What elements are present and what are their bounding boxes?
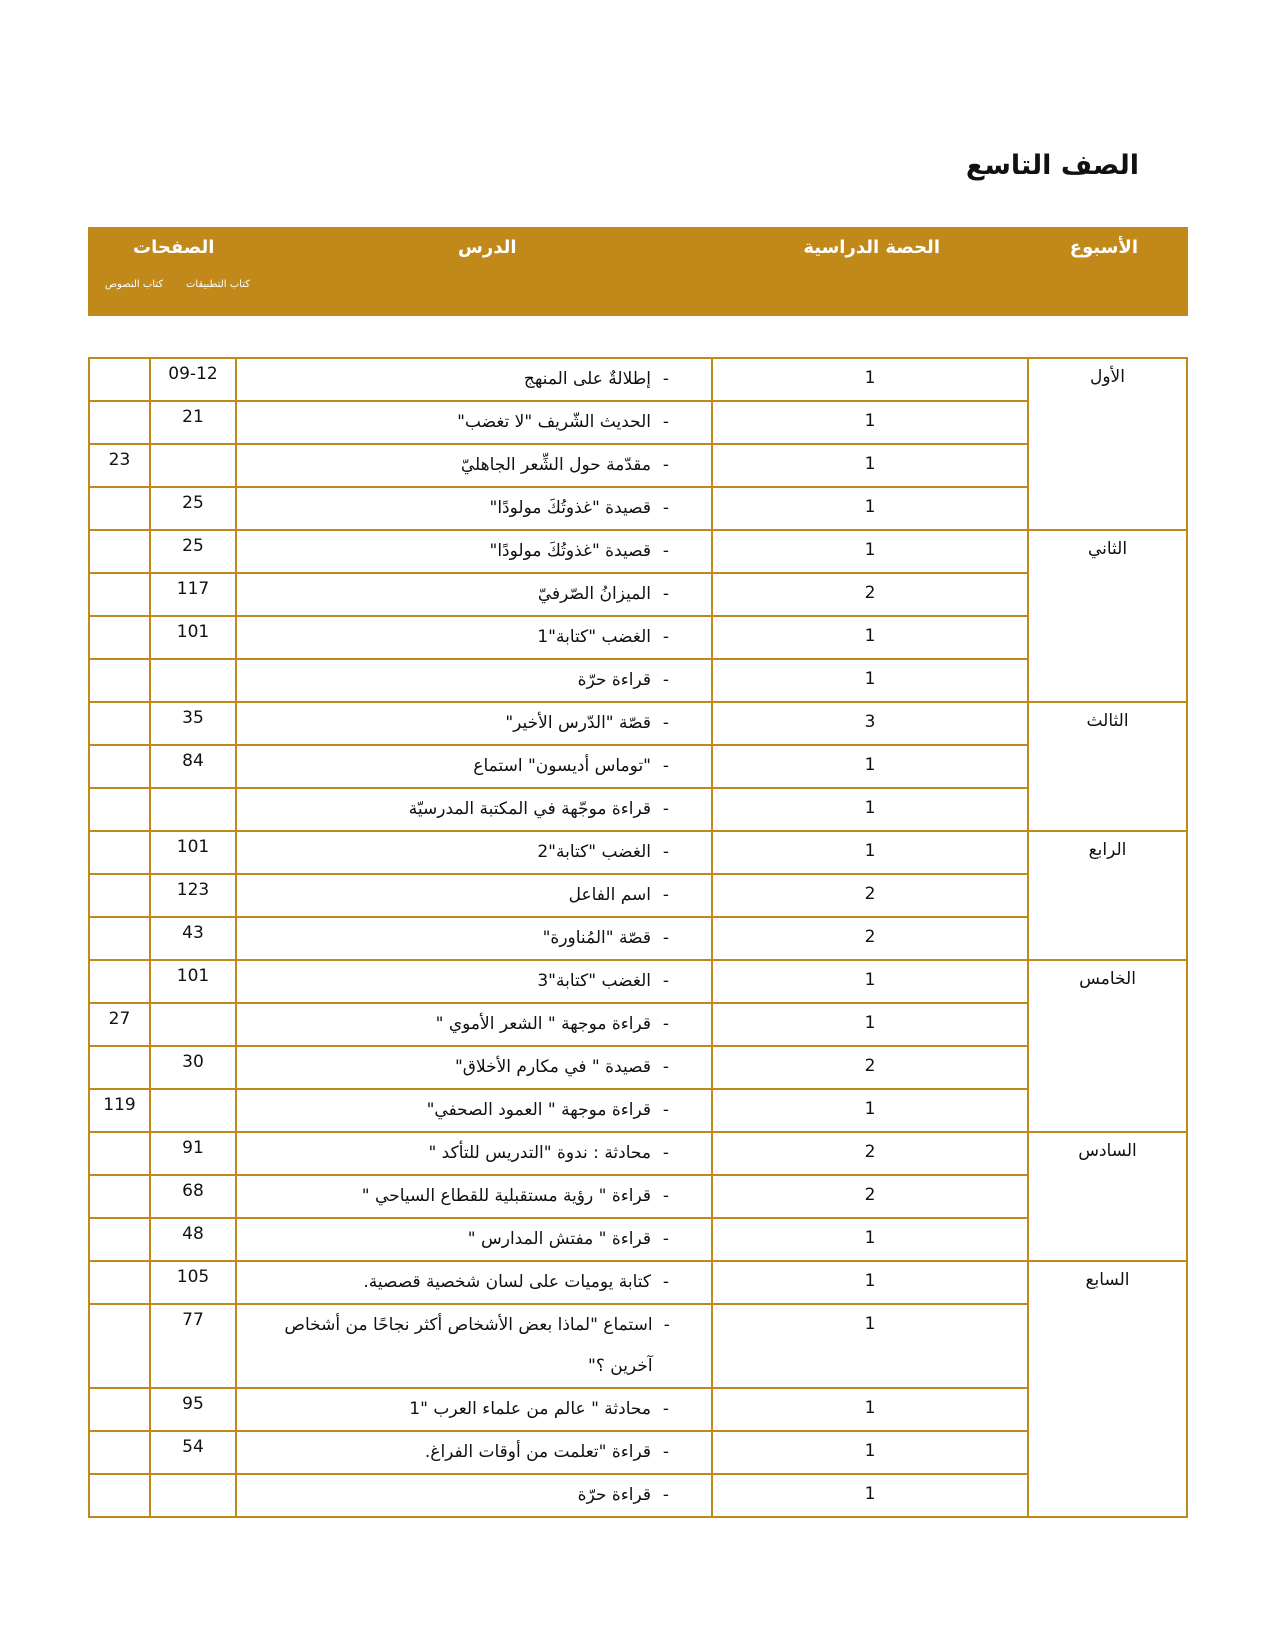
text-book-pages — [89, 917, 150, 960]
lesson-cell — [236, 530, 712, 573]
text-book-pages — [89, 1046, 150, 1089]
text-book-pages — [89, 831, 150, 874]
session-count: 2 — [712, 917, 1028, 960]
table-row — [89, 1089, 1187, 1132]
lesson-title: الحديث الشّريف "لا تغضب" — [457, 412, 651, 432]
table-row — [89, 1304, 1187, 1388]
session-count: 1 — [712, 1089, 1028, 1132]
lesson-title: قراءة موجّهة في المكتبة المدرسيّة — [408, 799, 651, 819]
text-book-pages — [89, 616, 150, 659]
session-count: 2 — [712, 573, 1028, 616]
table-row — [89, 1261, 1187, 1304]
lesson-cell — [236, 1218, 712, 1261]
text-book-pages — [89, 1218, 150, 1261]
app-book-pages: 68 — [150, 1175, 236, 1218]
text-book-pages — [89, 530, 150, 573]
lesson-title: قصّة "المُناورة" — [542, 928, 651, 948]
text-book-pages — [89, 1388, 150, 1431]
table-row — [89, 960, 1187, 1003]
app-book-pages: 95 — [150, 1388, 236, 1431]
table-row — [89, 487, 1187, 530]
app-book-pages: 105 — [150, 1261, 236, 1304]
session-count: 2 — [712, 1175, 1028, 1218]
session-count: 2 — [712, 1046, 1028, 1089]
session-count: 1 — [712, 745, 1028, 788]
text-book-pages — [89, 1261, 150, 1304]
bullet-dash: - — [662, 498, 670, 518]
lesson-cell — [236, 745, 712, 788]
bullet-dash: - — [662, 713, 670, 733]
header-lesson: الدرس — [458, 237, 517, 258]
lesson-title: قراءة " رؤية مستقبلية للقطاع السياحي " — [361, 1186, 651, 1206]
lesson-cell — [236, 702, 712, 745]
app-book-pages — [150, 1089, 236, 1132]
bullet-dash: - — [662, 412, 670, 432]
lesson-title: قراءة حرّة — [577, 1485, 651, 1505]
header-pages: الصفحات — [133, 237, 215, 258]
session-count: 2 — [712, 1132, 1028, 1175]
lesson-title: قصيدة "غذوتُكَ مولودًا" — [489, 541, 651, 561]
week-label: الثالث — [1028, 702, 1187, 831]
bullet-dash: - — [662, 1143, 670, 1163]
app-book-pages: 54 — [150, 1431, 236, 1474]
bullet-dash: - — [662, 1272, 670, 1292]
app-book-pages: 123 — [150, 874, 236, 917]
lesson-title: اسم الفاعل — [568, 885, 651, 905]
app-book-pages: 77 — [150, 1304, 236, 1388]
app-book-pages: 117 — [150, 573, 236, 616]
session-count: 1 — [712, 831, 1028, 874]
text-book-pages — [89, 874, 150, 917]
text-book-pages — [89, 702, 150, 745]
bullet-dash: - — [662, 1442, 670, 1462]
week-label: السابع — [1028, 1261, 1187, 1517]
lesson-cell — [236, 788, 712, 831]
lesson-title: استماع "لماذا بعض الأشخاص أكثر نجاحًا من أشخاص آخرين ؟" — [284, 1315, 653, 1376]
lesson-cell — [236, 659, 712, 702]
lesson-cell — [236, 1089, 712, 1132]
lesson-cell — [236, 1304, 712, 1388]
bullet-dash: - — [662, 1014, 670, 1034]
table-row — [89, 1003, 1187, 1046]
lesson-cell — [236, 1046, 712, 1089]
text-book-pages — [89, 1175, 150, 1218]
lesson-cell — [236, 573, 712, 616]
lesson-title: مقدّمة حول الشِّعر الجاهليّ — [460, 455, 651, 475]
bullet-dash: - — [662, 670, 670, 690]
text-book-pages — [89, 1474, 150, 1517]
bullet-dash: - — [662, 928, 670, 948]
table-row — [89, 917, 1187, 960]
session-count: 1 — [712, 960, 1028, 1003]
bullet-dash: - — [662, 1485, 670, 1505]
table-row — [89, 616, 1187, 659]
table-row — [89, 401, 1187, 444]
lesson-cell — [236, 874, 712, 917]
session-count: 1 — [712, 1261, 1028, 1304]
lesson-title: محادثة : ندوة "التدريس للتأكد " — [428, 1143, 651, 1163]
app-book-pages: 84 — [150, 745, 236, 788]
bullet-dash: - — [662, 541, 670, 561]
week-label: الأول — [1028, 358, 1187, 530]
session-count: 1 — [712, 444, 1028, 487]
text-book-pages — [89, 573, 150, 616]
table-header — [88, 227, 1188, 316]
table-row — [89, 874, 1187, 917]
lesson-title: قصيدة "غذوتُكَ مولودًا" — [489, 498, 651, 518]
app-book-pages: 101 — [150, 831, 236, 874]
table-row — [89, 788, 1187, 831]
app-book-pages — [150, 788, 236, 831]
table-row — [89, 1046, 1187, 1089]
table-row — [89, 444, 1187, 487]
week-label: الخامس — [1028, 960, 1187, 1132]
session-count: 1 — [712, 616, 1028, 659]
table-row — [89, 530, 1187, 573]
lesson-title: الميزانُ الصّرفيّ — [537, 584, 651, 604]
bullet-dash: - — [662, 1186, 670, 1206]
header-text-book: كتاب النصوص — [104, 279, 164, 290]
session-count: 1 — [712, 788, 1028, 831]
app-book-pages — [150, 1003, 236, 1046]
table-row — [89, 358, 1187, 401]
header-app-book: كتاب التطبيقات — [185, 279, 251, 290]
lesson-plan-table — [88, 357, 1188, 1518]
lesson-cell — [236, 1003, 712, 1046]
app-book-pages: 25 — [150, 530, 236, 573]
bullet-dash: - — [662, 1229, 670, 1249]
text-book-pages — [89, 745, 150, 788]
table-row — [89, 745, 1187, 788]
text-book-pages — [89, 1304, 150, 1388]
text-book-pages — [89, 659, 150, 702]
text-book-pages — [89, 358, 150, 401]
session-count: 2 — [712, 874, 1028, 917]
table-row — [89, 1388, 1187, 1431]
lesson-cell — [236, 401, 712, 444]
lesson-cell — [236, 960, 712, 1003]
bullet-dash: - — [663, 1315, 670, 1335]
bullet-dash: - — [662, 885, 670, 905]
session-count: 1 — [712, 1388, 1028, 1431]
app-book-pages: 91 — [150, 1132, 236, 1175]
app-book-pages: 09-12 — [150, 358, 236, 401]
app-book-pages: 101 — [150, 616, 236, 659]
app-book-pages: 43 — [150, 917, 236, 960]
lesson-cell — [236, 616, 712, 659]
table-row — [89, 1474, 1187, 1517]
lesson-title: قراءة موجهة " العمود الصحفي" — [426, 1100, 651, 1120]
week-label: الرابع — [1028, 831, 1187, 960]
text-book-pages — [89, 960, 150, 1003]
lesson-plan-body — [89, 358, 1187, 1517]
bullet-dash: - — [662, 971, 670, 991]
lesson-cell — [236, 917, 712, 960]
lesson-title: قراءة "تعلمت من أوقات الفراغ. — [424, 1442, 651, 1462]
lesson-cell — [236, 1474, 712, 1517]
lesson-cell — [236, 487, 712, 530]
session-count: 1 — [712, 1431, 1028, 1474]
lesson-cell — [236, 1175, 712, 1218]
table-row — [89, 1132, 1187, 1175]
lesson-cell — [236, 831, 712, 874]
lesson-title: قراءة موجهة " الشعر الأموي " — [435, 1014, 651, 1034]
bullet-dash: - — [662, 1057, 670, 1077]
lesson-cell — [236, 1261, 712, 1304]
table-row — [89, 659, 1187, 702]
bullet-dash: - — [662, 1399, 670, 1419]
bullet-dash: - — [662, 584, 670, 604]
table-row — [89, 573, 1187, 616]
lesson-title: محادثة " عالم من علماء العرب "1 — [409, 1399, 651, 1419]
bullet-dash: - — [662, 369, 670, 389]
session-count: 1 — [712, 401, 1028, 444]
bullet-dash: - — [662, 799, 670, 819]
bullet-dash: - — [662, 756, 670, 776]
app-book-pages — [150, 1474, 236, 1517]
lesson-title: الغضب "كتابة"2 — [537, 842, 651, 862]
app-book-pages: 48 — [150, 1218, 236, 1261]
app-book-pages — [150, 659, 236, 702]
lesson-title: "توماس أديسون" استماع — [473, 756, 651, 776]
lesson-title: قصيدة " في مكارم الأخلاق" — [454, 1057, 651, 1077]
text-book-pages — [89, 401, 150, 444]
table-row — [89, 1218, 1187, 1261]
bullet-dash: - — [662, 842, 670, 862]
bullet-dash: - — [662, 1100, 670, 1120]
table-row — [89, 831, 1187, 874]
app-book-pages: 101 — [150, 960, 236, 1003]
bullet-dash: - — [662, 627, 670, 647]
session-count: 1 — [712, 1218, 1028, 1261]
session-count: 3 — [712, 702, 1028, 745]
header-session: الحصة الدراسية — [803, 237, 940, 258]
bullet-dash: - — [662, 455, 670, 475]
lesson-title: قصّة "الدّرس الأخير" — [505, 713, 651, 733]
app-book-pages: 30 — [150, 1046, 236, 1089]
table-row — [89, 1431, 1187, 1474]
week-label: السادس — [1028, 1132, 1187, 1261]
text-book-pages: 27 — [89, 1003, 150, 1046]
text-book-pages: 119 — [89, 1089, 150, 1132]
text-book-pages — [89, 487, 150, 530]
session-count: 1 — [712, 1003, 1028, 1046]
text-book-pages — [89, 1132, 150, 1175]
week-label: الثاني — [1028, 530, 1187, 702]
lesson-cell — [236, 1388, 712, 1431]
session-count: 1 — [712, 358, 1028, 401]
table-row — [89, 1175, 1187, 1218]
lesson-title: قراءة " مفتش المدارس " — [467, 1229, 651, 1249]
lesson-title: إطلالةٌ على المنهج — [523, 369, 651, 389]
session-count: 1 — [712, 1304, 1028, 1388]
lesson-title: كتابة يوميات على لسان شخصية قصصية. — [363, 1272, 651, 1292]
table-row — [89, 702, 1187, 745]
lesson-cell — [236, 358, 712, 401]
text-book-pages — [89, 1431, 150, 1474]
app-book-pages: 35 — [150, 702, 236, 745]
session-count: 1 — [712, 530, 1028, 573]
session-count: 1 — [712, 1474, 1028, 1517]
lesson-title: قراءة حرّة — [577, 670, 651, 690]
session-count: 1 — [712, 659, 1028, 702]
session-count: 1 — [712, 487, 1028, 530]
app-book-pages: 21 — [150, 401, 236, 444]
lesson-cell — [236, 1132, 712, 1175]
text-book-pages — [89, 788, 150, 831]
app-book-pages — [150, 444, 236, 487]
page-title: الصف التاسع — [965, 150, 1139, 181]
lesson-title: الغضب "كتابة"3 — [537, 971, 651, 991]
header-week: الأسبوع — [1069, 237, 1138, 258]
app-book-pages: 25 — [150, 487, 236, 530]
lesson-cell — [236, 1431, 712, 1474]
lesson-cell — [236, 444, 712, 487]
text-book-pages: 23 — [89, 444, 150, 487]
lesson-title: الغضب "كتابة"1 — [537, 627, 651, 647]
